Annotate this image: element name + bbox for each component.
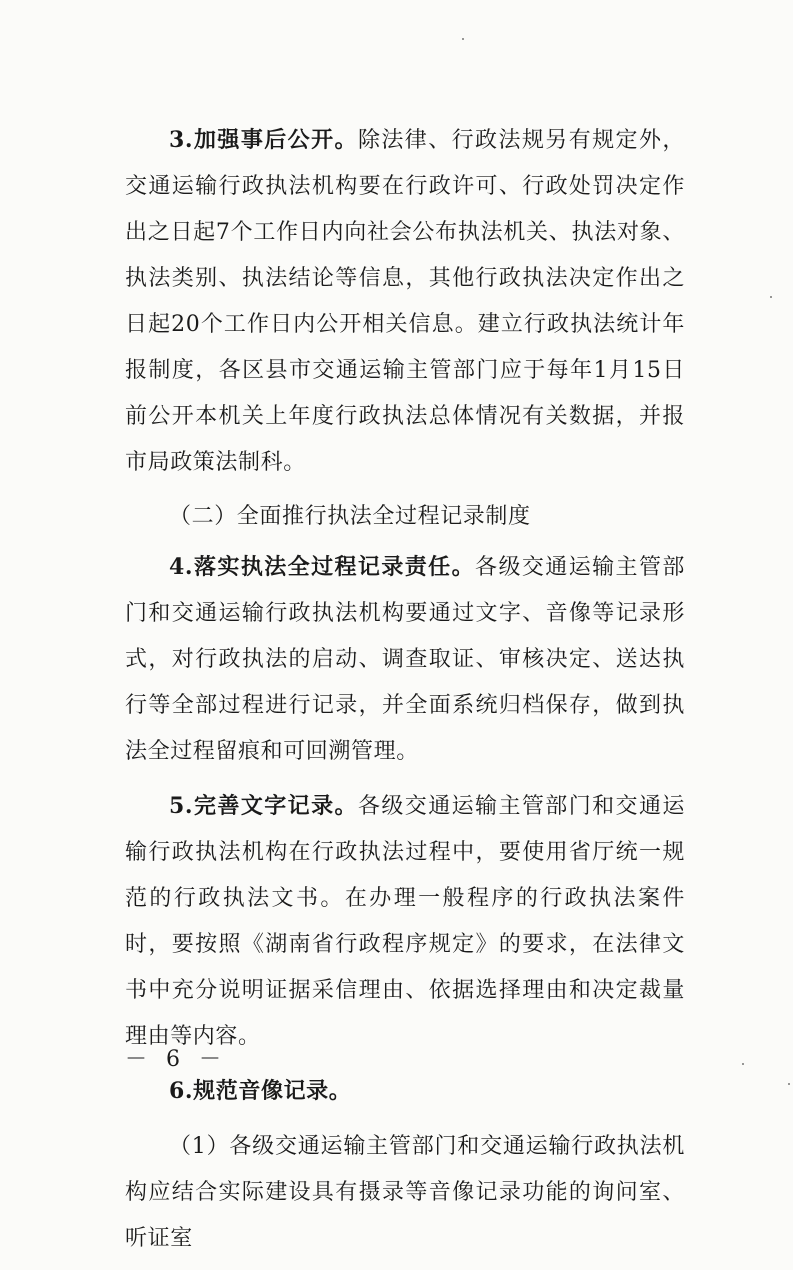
paragraph-lead: 6.规范音像记录。 [169, 1078, 352, 1104]
scan-speck [788, 1083, 790, 1085]
paragraph-6-1 [125, 1123, 685, 1262]
paragraph-lead: 4.落实执法全过程记录责任。 [169, 554, 476, 580]
paragraph-4 [125, 544, 685, 775]
scan-speck [462, 38, 464, 40]
section-heading: （二）全面推行执法全过程记录制度 [169, 504, 531, 529]
scan-speck [742, 1063, 744, 1065]
paragraph-3 [125, 117, 685, 486]
paragraph-6 [125, 1068, 685, 1115]
paragraph-lead: 3.加强事后公开。 [169, 127, 358, 153]
paragraph-text: 各级交通运输主管部门和交通运输行政执法机构在行政执法过程中，要使用省厅统一规范的行政执法文书。在办理一般程序的行政执法案件时，要按照《湖南省行政程序规定》的要求，在法律文书中充分说明证据采信理由、依据选择理由和决定裁量理由等内容。 [125, 794, 685, 1049]
scan-speck [770, 296, 772, 298]
paragraph-text: 除法律、行政法规另有规定外，交通运输行政执法机构要在行政许可、行政处罚决定作出之日起7个工作日内向社会公布执法机关、执法对象、执法类别、执法结论等信息，其他行政执法决定作出之日起20个工作日内公开相关信息。建立行政执法统计年报制度，各区县市交通运输主管部门应于每年1月15日前公开本机关上年度行政执法总体情况有关数据，并报市局政策法制科。 [125, 128, 685, 475]
paragraph-5 [125, 783, 685, 1060]
paragraph-text: （1）各级交通运输主管部门和交通运输行政执法机构应结合实际建设具有摄录等音像记录功能的询问室、听证室 [125, 1134, 685, 1251]
document-body [125, 117, 685, 1270]
paragraph-text: 各级交通运输主管部门和交通运输行政执法机构要通过文字、音像等记录形式，对行政执法的启动、调查取证、审核决定、送达执行等全部过程进行记录，并全面系统归档保存，做到执法全过程留痕和可回溯管理。 [125, 555, 685, 764]
page-number: － 6 － [125, 1047, 227, 1072]
paragraph-lead: 5.完善文字记录。 [169, 793, 358, 819]
